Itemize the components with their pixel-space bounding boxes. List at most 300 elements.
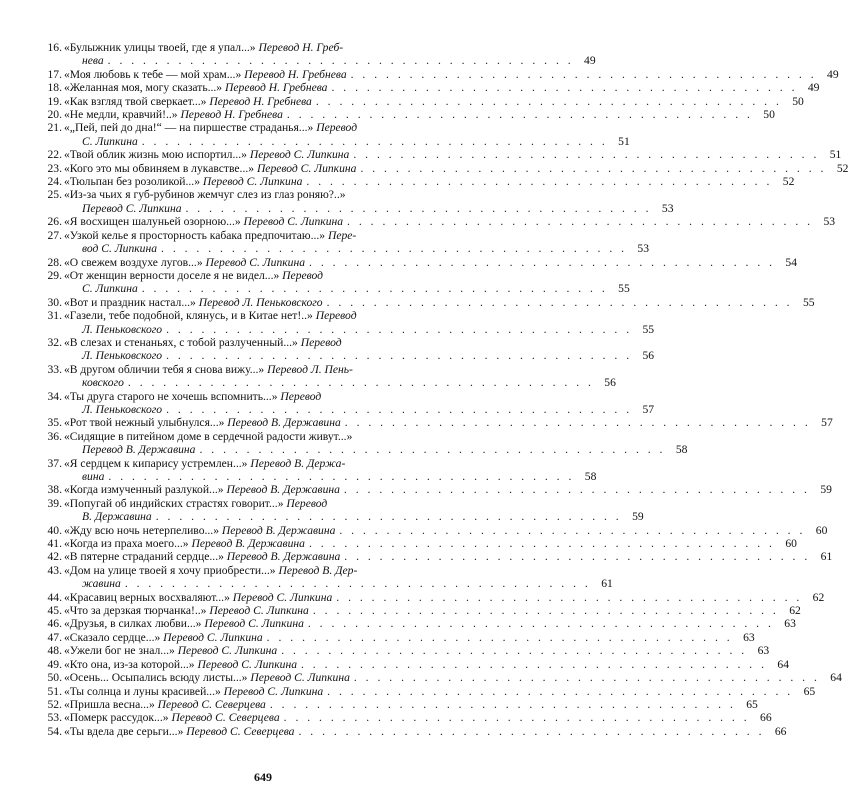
page-ref: 52 [782,175,795,189]
toc-entry [44,657,789,671]
page-ref: 63 [784,617,796,631]
translator: Перевод Н. Гребнева [225,81,328,95]
entry-line [64,175,795,189]
entry-number: 40. [47,523,62,537]
entry-number: 54. [47,724,62,738]
page-ref: 61 [601,577,613,591]
translator: Перевод С. Липкина [256,161,357,175]
entry-number: 29. [47,268,62,282]
leader-dots: . . . . . . . . . . . . . . . . . . . . . . . . . . . . . . . . . . . . . . . . [141,282,608,296]
entry-text [64,537,305,550]
poem-title: «Осень... Осыпались всюду листы...» [64,671,251,685]
entry-line [64,242,650,256]
page-ref: 49 [807,81,820,95]
entry-number: 45. [47,604,62,618]
entry-text [64,416,341,429]
toc-entry [44,537,797,551]
toc-entry [44,630,755,644]
toc-entry [44,362,616,390]
entry-number: 37. [47,456,62,470]
page-ref: 53 [661,201,674,215]
translator: Перевод [315,309,357,323]
leader-dots: . . . . . . . . . . . . . . . . . . . . . . . . . . . . . . . . . . . . . . . . [107,54,574,68]
entry-line [64,604,801,618]
poem-title: «Ужели бог не знал...» [64,644,178,658]
entry-number: 22. [47,148,62,162]
toc-entry [44,644,770,658]
leader-dots: . . . . . . . . . . . . . . . . . . . . . . . . . . . . . . . . . . . . . . . . [166,322,633,336]
entry-number: 34. [47,389,62,403]
poem-title: «Твой облик жизнь мою испортил...» [64,148,250,162]
entry-text [64,564,357,577]
poem-title: «Дом на улице твоей я хочу приобрести...» [64,563,279,577]
entry-number: 32. [47,335,62,349]
entry-text [64,685,323,698]
entry-text [64,41,343,54]
toc-entry [44,483,832,497]
leader-dots: . . . . . . . . . . . . . . . . . . . . . . . . . . . . . . . . . . . . . . . . [353,148,820,162]
entry-number: 16. [47,41,62,54]
page-ref: 49 [827,67,839,81]
entry-text [64,631,263,644]
entry-text [64,483,340,496]
translator: С. Липкина [82,282,138,296]
toc-entry [44,188,674,215]
poem-title: «Ты вдела две серьги...» [64,724,187,738]
entry-number: 49. [47,657,62,671]
translator: Перевод С. Липкина [250,671,350,685]
translator: жавина [82,577,121,591]
entry-line [64,269,476,282]
translator: Перевод С. Липкина [177,644,278,658]
page-ref: 55 [802,295,815,309]
entry-text [82,242,157,255]
translator: Перевод Л. Пень- [267,362,353,376]
poem-title: «Пришла весна...» [64,697,158,711]
entry-text [64,604,309,617]
entry-number: 31. [47,309,62,323]
leader-dots: . . . . . . . . . . . . . . . . . . . . . . . . . . . . . . . . . . . . . . . . [308,537,775,551]
entry-number: 20. [47,108,62,122]
entry-line [64,430,476,443]
page-ref: 52 [836,161,848,175]
entry-number: 47. [47,630,62,644]
translator: Перевод С. Липкина [202,175,303,189]
toc-entry [44,81,820,95]
entry-line [64,697,758,711]
toc-entry [44,563,613,591]
entry-text [64,68,347,81]
entry-line [64,363,476,376]
entry-text [64,524,335,537]
entry-text [82,376,124,389]
poem-title: «Газели, тебе подобной, клянусь, и в Китае нет!..» [64,309,316,323]
poem-title: «Тюльпан без розоликой...» [64,175,203,189]
page-ref: 51 [618,134,630,148]
translator: Перевод [282,268,324,282]
entry-text [82,403,162,416]
entry-number: 36. [47,429,62,443]
page-ref: 58 [584,470,597,483]
page-ref: 60 [815,523,828,537]
entry-line [64,376,616,390]
entry-text [64,617,304,630]
poem-title: «Узкой келье я просторность кабака предпочитаю...» [64,228,328,242]
entry-text [64,430,352,443]
entry-line [64,402,655,416]
entry-text [82,202,182,215]
leader-dots: . . . . . . . . . . . . . . . . . . . . . . . . . . . . . . . . . . . . . . . . [298,724,765,738]
entry-text [64,390,321,403]
leader-dots: . . . . . . . . . . . . . . . . . . . . . . . . . . . . . . . . . . . . . . . . [343,483,810,497]
translator: Пере- [327,228,357,242]
translator: Перевод [280,389,322,403]
leader-dots: . . . . . . . . . . . . . . . . . . . . . . . . . . . . . . . . . . . . . . . . [166,349,633,363]
entry-line [64,497,476,510]
toc-entry [44,429,688,457]
entry-text [82,443,195,456]
entry-text [82,470,104,483]
leader-dots: . . . . . . . . . . . . . . . . . . . . . . . . . . . . . . . . . . . . . . . . [312,604,779,618]
entry-text [82,323,162,336]
page-ref: 64 [830,671,842,685]
translator: Перевод С. Северцева [171,711,280,725]
leader-dots: . . . . . . . . . . . . . . . . . . . . . . . . . . . . . . . . . . . . . . . . [344,550,811,564]
translator: Перевод С. Северцева [157,697,266,711]
entry-number: 26. [47,215,62,229]
toc-entry [44,335,655,363]
entry-line [64,67,839,81]
entry-line [64,483,832,497]
page-ref: 55 [642,322,655,336]
translator: С. Липкина [82,134,138,148]
toc-entry [44,671,842,685]
entry-number: 27. [47,228,62,242]
page-ref: 58 [675,443,688,457]
poem-title: «Как взгляд твой сверкает...» [64,94,210,108]
translator: Перевод С. Липкина [163,630,263,644]
leader-dots: . . . . . . . . . . . . . . . . . . . . . . . . . . . . . . . . . . . . . . . . [301,657,767,671]
entry-text [64,711,280,724]
poem-title: «Из-за чьих я губ-рубинов жемчуг слез из глаз роняю?..» [64,188,346,202]
entry-line [64,94,804,108]
entry-number: 38. [47,483,62,497]
entry-number: 25. [47,188,62,202]
entry-line [64,711,772,725]
entry-text [64,336,342,349]
entry-number: 42. [47,550,62,564]
entry-line [64,54,596,68]
entry-line [64,282,630,296]
entry-line [64,630,755,644]
page-number: 649 [254,770,272,784]
toc-entry [44,255,798,269]
entry-number: 39. [47,496,62,510]
entry-line [64,81,820,95]
leader-dots: . . . . . . . . . . . . . . . . . . . . . . . . . . . . . . . . . . . . . . . . [344,416,811,430]
toc-entry [44,590,825,604]
translator: вод С. Липкина [82,242,158,256]
translator: Перевод С. Липкина [232,590,333,604]
entry-text [64,121,357,134]
leader-dots: . . . . . . . . . . . . . . . . . . . . . . . . . . . . . . . . . . . . . . . . [309,255,776,269]
entry-text [82,282,138,295]
entry-text [64,162,356,175]
poem-title: «„Пей, пей до дна!“ — на пиршестве страданья...» [64,121,317,135]
toc-entry [44,215,836,229]
toc-entry [44,416,833,430]
entry-number: 51. [47,684,62,698]
page-ref: 57 [821,416,833,430]
leader-dots: . . . . . . . . . . . . . . . . . . . . . . . . . . . . . . . . . . . . . . . . [166,402,633,416]
entry-text [64,269,323,282]
entry-line [64,564,476,577]
entry-line [64,309,476,322]
translator: Перевод С. Липкина [204,617,304,631]
translator: Перевод С. Липкина [243,215,344,229]
entry-text [64,671,350,684]
translator: Перевод С. Северцева [186,724,295,738]
entry-number: 35. [47,416,62,430]
entry-line [64,537,797,551]
toc-entry [44,148,842,162]
leader-dots: . . . . . . . . . . . . . . . . . . . . . . . . . . . . . . . . . . . . . . . . [286,108,753,122]
translator: Перевод С. Липкина [249,148,350,162]
toc-entry [44,161,848,175]
translator: вина [82,470,105,483]
entry-line [64,684,816,698]
page-ref: 63 [743,630,755,644]
entry-line [64,416,833,430]
entry-number: 19. [47,94,62,108]
leader-dots: . . . . . . . . . . . . . . . . . . . . . . . . . . . . . . . . . . . . . . . . [360,161,827,175]
entry-number: 24. [47,175,62,189]
entry-number: 21. [47,121,62,135]
poem-title: «Я восхищен шалуньей озорною...» [64,215,244,229]
poem-title: «Булыжник улицы твоей, где я упал...» [64,41,259,54]
entry-line [64,336,476,349]
leader-dots: . . . . . . . . . . . . . . . . . . . . . . . . . . . . . . . . . . . . . . . . [185,201,652,215]
entry-line [64,671,842,685]
page-ref: 53 [823,215,836,229]
leader-dots: . . . . . . . . . . . . . . . . . . . . . . . . . . . . . . . . . . . . . . . . [269,697,736,711]
toc-entry [44,496,644,524]
leader-dots: . . . . . . . . . . . . . . . . . . . . . . . . . . . . . . . . . . . . . . . . [307,617,774,631]
toc-entry [44,617,796,631]
toc-entry [44,67,839,81]
entry-line [64,657,789,671]
entry-line [64,443,688,457]
toc-entry [44,711,772,725]
translator: Перевод В. Державина [191,537,305,551]
translator: Перевод Л. Пеньковского [198,295,323,309]
entry-line [64,121,476,134]
toc-entry [44,228,650,256]
toc-entry [44,175,795,189]
entry-number: 18. [47,81,62,95]
translator: Перевод В. Державина [227,416,341,430]
translator: Перевод Н. Гребнева [209,94,312,108]
translator: нева [82,54,104,68]
page-ref: 63 [757,644,770,658]
leader-dots: . . . . . . . . . . . . . . . . . . . . . . . . . . . . . . . . . . . . . . . . [161,242,628,256]
poem-title: «Ты друга старого не хочешь вспомнить...» [64,389,281,403]
entry-text [82,510,152,523]
poem-title: «Попугай об индийских страстях говорит...» [64,496,287,510]
page-ref: 50 [763,108,775,122]
entry-number: 33. [47,362,62,376]
poem-title: «Не медли, кравчий!..» [64,108,181,122]
translator: В. Державина [82,510,152,524]
toc-entry [44,724,787,738]
poem-title: «Ты солнца и луны красивей...» [64,684,224,698]
entry-line [64,724,787,738]
entry-line [64,41,476,54]
entry-text [64,188,346,201]
leader-dots: . . . . . . . . . . . . . . . . . . . . . . . . . . . . . . . . . . . . . . . . [327,684,794,698]
leader-dots: . . . . . . . . . . . . . . . . . . . . . . . . . . . . . . . . . . . . . . . . [353,671,820,685]
poem-title: «Когда измученный разлукой...» [64,483,227,497]
leader-dots: . . . . . . . . . . . . . . . . . . . . . . . . . . . . . . . . . . . . . . . . [141,134,608,148]
entry-line [64,295,815,309]
page-ref: 56 [642,349,655,363]
leader-dots: . . . . . . . . . . . . . . . . . . . . . . . . . . . . . . . . . . . . . . . . [127,376,594,390]
poem-title: «Когда из праха моего...» [64,537,192,551]
translator: Перевод [286,496,328,510]
leader-dots: . . . . . . . . . . . . . . . . . . . . . . . . . . . . . . . . . . . . . . . . [339,523,806,537]
page-ref: 65 [803,684,816,698]
page-ref: 51 [829,148,842,162]
entry-line [64,644,770,658]
poem-title: «Рот твой нежный улыбнулся...» [64,416,228,430]
entry-text [64,497,327,510]
translator: Перевод В. Держа- [250,456,346,470]
entry-text [64,215,343,228]
toc-entry [44,268,630,296]
poem-title: «Желанная моя, могу сказать...» [64,81,226,95]
page-ref: 54 [785,255,798,269]
poem-title: «Кого это мы обвиняем в лукавстве...» [64,161,257,175]
entry-number: 52. [47,697,62,711]
toc-entry [44,389,655,417]
page-ref: 66 [760,711,772,725]
page-ref: 65 [746,697,758,711]
page-ref: 59 [632,510,644,524]
entry-line [64,470,597,483]
entry-line [64,108,775,122]
translator: Перевод С. Липкина [209,604,309,618]
translator: Перевод С. Липкина [205,255,306,269]
entry-line [64,390,476,403]
entry-line [64,134,630,148]
poem-title: «Вот и праздник настал...» [64,295,199,309]
entry-number: 41. [47,537,62,551]
entry-text [64,550,340,563]
toc-entry [44,523,828,537]
leader-dots: . . . . . . . . . . . . . . . . . . . . . . . . . . . . . . . . . . . . . . . . [306,175,773,189]
entry-number: 17. [47,67,62,81]
entry-text [64,256,305,269]
entry-text [64,175,302,188]
entry-line [64,215,836,229]
entry-text [64,363,353,376]
entry-line [64,161,848,175]
entry-text [64,108,283,121]
entry-number: 30. [47,295,62,309]
entry-line [64,201,674,215]
poem-title: «В слезах и стенаньях, с тобой разлученный...» [64,335,301,349]
entry-number: 43. [47,563,62,577]
entry-line [64,523,828,537]
entry-text [64,309,357,322]
toc-entry [44,604,801,618]
poem-title: «От женщин верности доселе я не видел...» [64,268,283,282]
leader-dots: . . . . . . . . . . . . . . . . . . . . . . . . . . . . . . . . . . . . . . . . [283,711,750,725]
leader-dots: . . . . . . . . . . . . . . . . . . . . . . . . . . . . . . . . . . . . . . . . [199,443,666,457]
poem-title: «Померк рассудок...» [64,711,172,725]
entry-number: 46. [47,617,62,631]
toc-entry [44,550,833,564]
toc-entry [44,309,655,336]
translator: Перевод В. Державина [226,483,340,497]
poem-title: «Моя любовь к тебе — мой храм...» [64,67,245,81]
entry-text [82,135,138,148]
page-ref: 53 [637,242,650,256]
translator: ковского [82,376,124,390]
entry-text [64,591,332,604]
entry-text [64,148,349,161]
poem-title: «Друзья, в силках любви...» [64,617,205,631]
toc-entry [44,108,775,122]
translator: Перевод В. Дер- [278,563,358,577]
page-ref: 50 [792,94,804,108]
poem-title: «Жду всю ночь нетерпеливо...» [64,523,222,537]
translator: Перевод Н. Гребнева [180,108,283,122]
entry-number: 44. [47,590,62,604]
entry-text [64,95,312,108]
entry-text [64,644,277,657]
entry-text [82,577,121,590]
leader-dots: . . . . . . . . . . . . . . . . . . . . . . . . . . . . . . . . . . . . . . . . [336,590,803,604]
entry-number: 23. [47,161,62,175]
leader-dots: . . . . . . . . . . . . . . . . . . . . . . . . . . . . . . . . . . . . . . . . [347,215,814,229]
translator: Перевод [316,121,358,135]
entry-line [64,255,798,269]
leader-dots: . . . . . . . . . . . . . . . . . . . . . . . . . . . . . . . . . . . . . . . . [350,67,817,81]
entry-text [82,54,104,67]
poem-title: «Что за дерзкая тюрчанка!..» [64,604,210,618]
entry-line [64,322,655,336]
entry-text [64,698,266,711]
toc-entry [44,41,596,68]
page-ref: 64 [777,657,789,671]
toc-entry [44,697,758,711]
page-ref: 59 [820,483,832,497]
page-ref: 56 [604,376,616,390]
entry-number: 50. [47,671,62,685]
page-ref: 55 [618,282,630,296]
entry-line [64,590,825,604]
toc-entry [44,295,815,309]
leader-dots: . . . . . . . . . . . . . . . . . . . . . . . . . . . . . . . . . . . . . . . . [124,577,591,591]
poem-title: «В другом обличии тебя я снова вижу...» [64,362,268,376]
entry-line [64,188,476,201]
table-of-contents [44,41,848,738]
page-ref: 66 [774,724,787,738]
translator: Перевод С. Липкина [197,657,297,671]
leader-dots: . . . . . . . . . . . . . . . . . . . . . . . . . . . . . . . . . . . . . . . . [331,81,798,95]
toc-entry [44,121,630,148]
